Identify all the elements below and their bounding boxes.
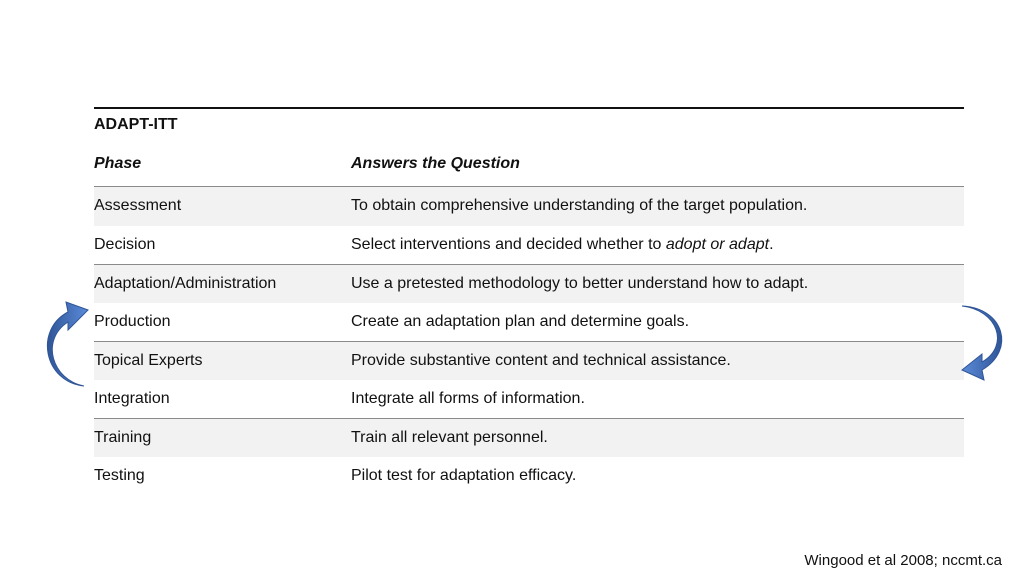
answer-cell: Integrate all forms of information. bbox=[351, 389, 585, 407]
answer-cell: Create an adaptation plan and determine goals. bbox=[351, 312, 690, 330]
table-row bbox=[94, 187, 964, 226]
header-answer: Answers the Question bbox=[351, 154, 520, 172]
answer-cell: Pilot test for adaptation efficacy. bbox=[351, 466, 577, 484]
answer-cell: Train all relevant personnel. bbox=[351, 428, 548, 446]
phase-cell: Training bbox=[94, 428, 152, 446]
phase-cell: Adaptation/Administration bbox=[94, 274, 277, 292]
table-row bbox=[94, 380, 964, 419]
table-caption bbox=[94, 109, 964, 141]
answer-cell: To obtain comprehensive understanding of the target population. bbox=[351, 197, 808, 215]
table-row bbox=[94, 341, 964, 380]
answer-prefix: Select interventions and decided whether to bbox=[351, 235, 666, 253]
table-row bbox=[94, 418, 964, 457]
phase-cell: Integration bbox=[94, 389, 170, 407]
answer-italic: adopt or adapt bbox=[665, 235, 770, 253]
phase-cell: Assessment bbox=[94, 197, 182, 215]
table-row bbox=[94, 457, 964, 496]
answer-cell: Provide substantive content and technical assistance. bbox=[351, 351, 731, 369]
table-caption-text: ADAPT-ITT bbox=[94, 116, 178, 133]
adapt-itt-table bbox=[94, 107, 964, 495]
header-phase: Phase bbox=[94, 154, 142, 172]
table-row bbox=[94, 226, 964, 265]
phase-cell: Topical Experts bbox=[94, 351, 203, 369]
phase-cell: Production bbox=[94, 312, 171, 330]
curved-arrow-up-left-icon bbox=[44, 300, 90, 388]
phase-cell: Decision bbox=[94, 235, 156, 253]
table-row bbox=[94, 264, 964, 303]
curved-arrow-down-right-icon bbox=[958, 304, 1006, 382]
answer-cell bbox=[351, 236, 964, 254]
answer-suffix: . bbox=[769, 235, 774, 253]
answer-cell: Use a pretested methodology to better understand how to adapt. bbox=[351, 274, 809, 292]
phase-cell: Testing bbox=[94, 466, 145, 484]
table-row bbox=[94, 303, 964, 342]
citation: Wingood et al 2008; nccmt.ca bbox=[804, 552, 1002, 569]
table-header-row bbox=[94, 141, 964, 187]
